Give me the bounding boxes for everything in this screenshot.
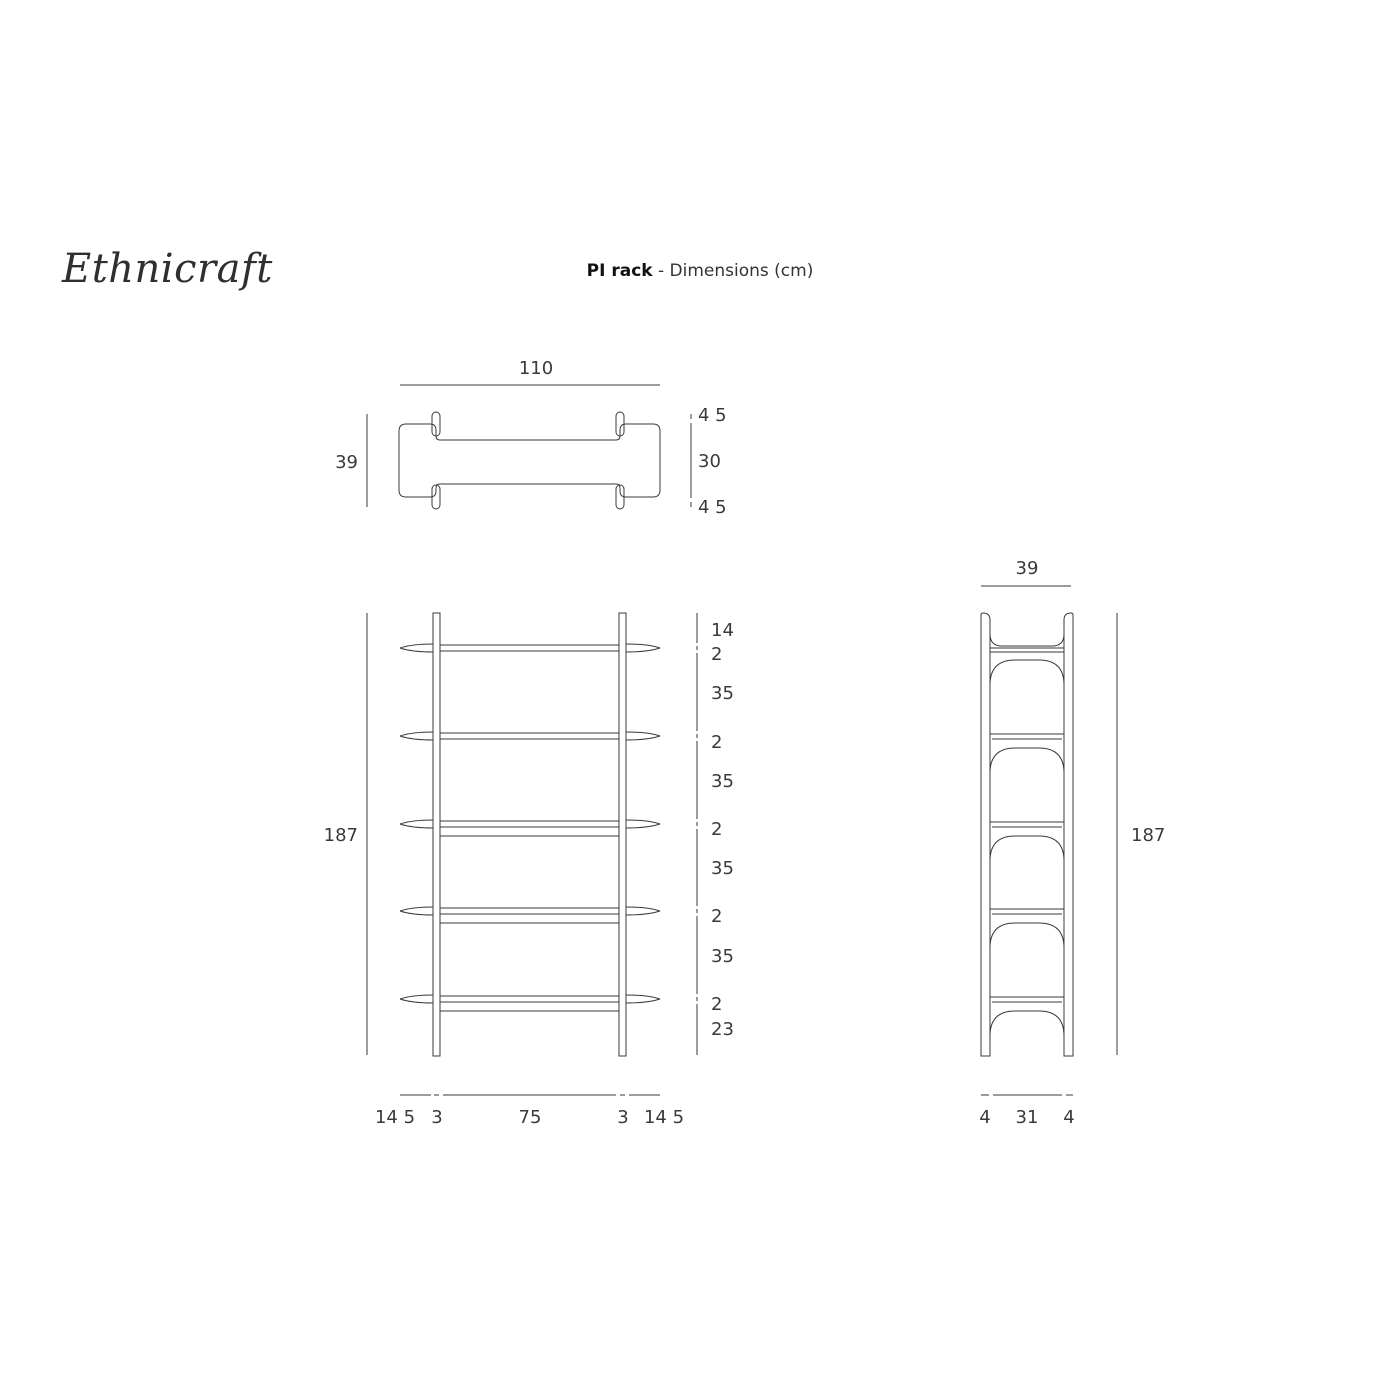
front-post-left: [433, 613, 440, 1056]
front-dim-label-8: 2: [711, 906, 723, 927]
brand-logo: Ethnicraft: [62, 246, 273, 292]
side-height-label: 187: [1131, 825, 1166, 846]
front-shelf-3: [400, 820, 660, 836]
product-name: PI rack: [586, 261, 653, 281]
side-frame-right: [1064, 613, 1073, 1056]
front-dim-label-3: 35: [711, 683, 734, 704]
front-shelf-4: [400, 907, 660, 923]
front-dim-label-6: 2: [711, 819, 723, 840]
top-dim-label-1: 4 5: [698, 405, 727, 426]
side-bottom-label-1: 4: [979, 1107, 991, 1128]
side-shelf-3: [990, 836, 1064, 914]
front-bottom-label-5: 14 5: [643, 1107, 685, 1128]
title-subtitle: Dimensions (cm): [669, 261, 814, 281]
side-bottom-arch: [990, 1011, 1064, 1056]
front-view: [324, 613, 734, 1128]
front-bottom-label-3: 75: [518, 1107, 542, 1128]
front-dim-label-1: 14: [711, 620, 734, 641]
front-dim-label-9: 35: [711, 946, 734, 967]
top-width-label: 110: [518, 358, 554, 379]
top-dim-label-3: 4 5: [698, 497, 727, 518]
front-dim-label-7: 35: [711, 858, 734, 879]
front-shelf-1: [400, 644, 660, 652]
front-dim-label-10: 2: [711, 994, 723, 1015]
title-separator: -: [652, 261, 670, 281]
side-bottom-label-2: 31: [1015, 1107, 1039, 1128]
front-dim-label-2: 2: [711, 644, 723, 665]
front-post-right: [619, 613, 626, 1056]
front-dim-label-5: 35: [711, 771, 734, 792]
front-bottom-label-4: 3: [617, 1107, 629, 1128]
side-shelf-4: [990, 923, 1064, 1002]
top-depth-label: 39: [335, 452, 358, 473]
front-bottom-label-2: 3: [431, 1107, 443, 1128]
front-shelf-2: [400, 732, 660, 740]
front-shelf-5: [400, 995, 660, 1011]
side-shelf-2: [990, 748, 1064, 827]
side-shelf-1: [990, 648, 1064, 739]
side-bottom-label-3: 4: [1063, 1107, 1075, 1128]
top-view: [335, 358, 727, 518]
front-dim-label-4: 2: [711, 732, 723, 753]
side-view: [979, 558, 1165, 1128]
front-height-label: 187: [323, 825, 358, 846]
front-dim-label-11: 23: [711, 1019, 734, 1040]
side-frame-left: [981, 613, 990, 1056]
top-dim-label-2: 30: [698, 451, 721, 472]
side-top-arch: [990, 620, 1064, 646]
front-bottom-label-1: 14 5: [374, 1107, 416, 1128]
top-shelf-outline: [399, 424, 660, 497]
side-width-label: 39: [1015, 558, 1039, 579]
